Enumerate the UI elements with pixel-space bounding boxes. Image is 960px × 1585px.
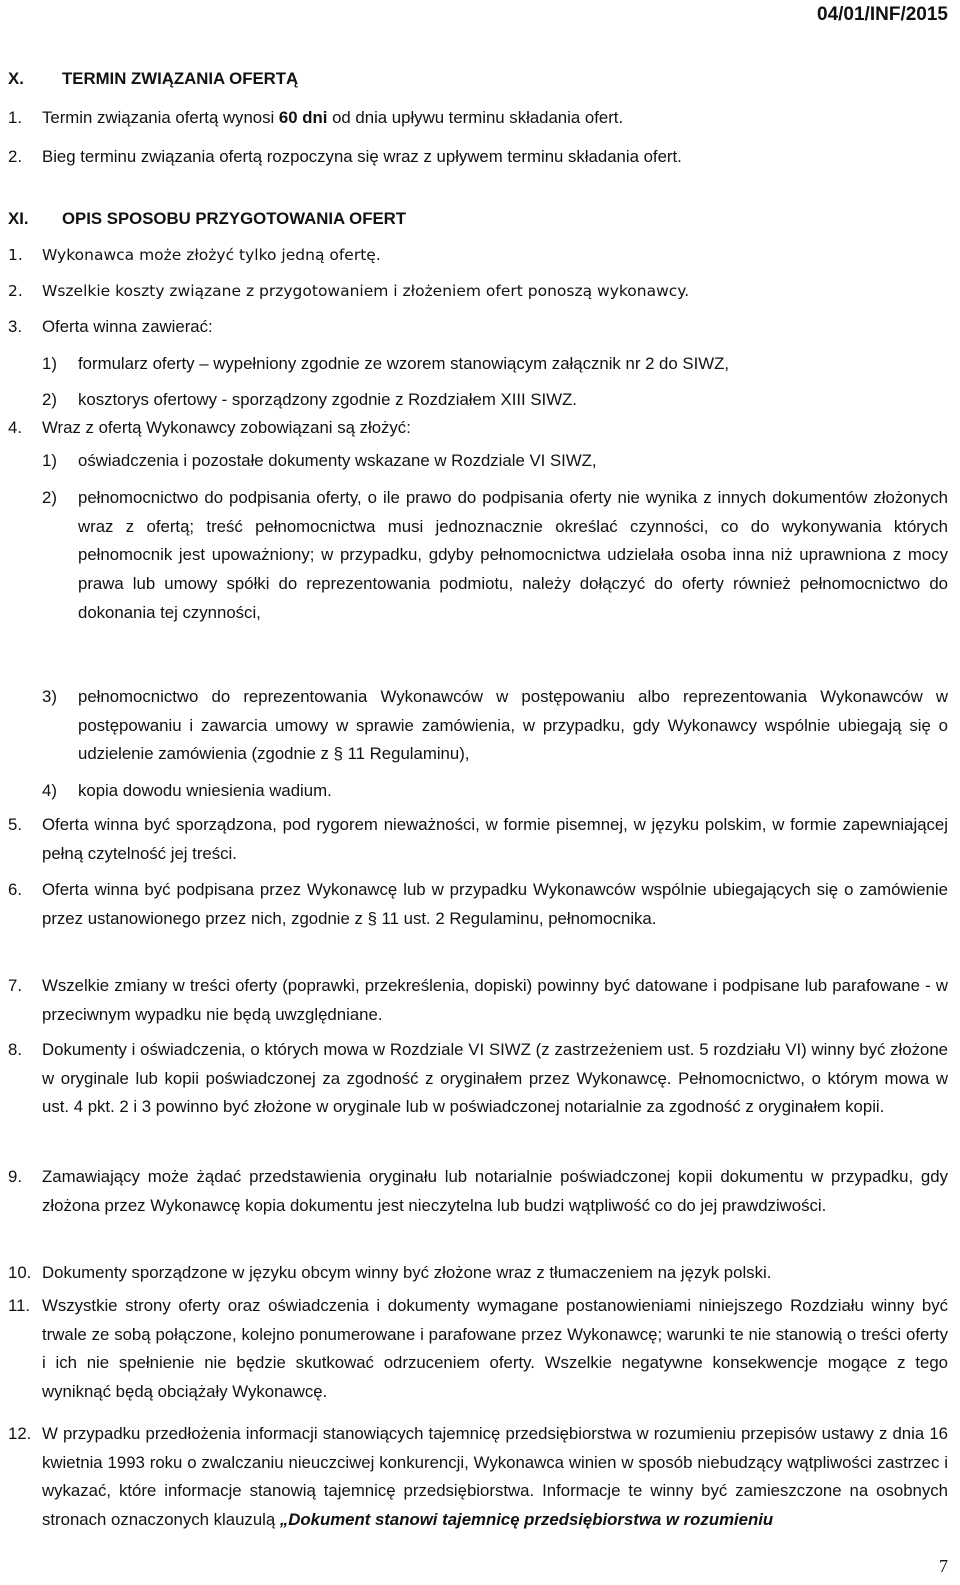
sec10-item1-number: 1. (8, 108, 22, 127)
sec11-item3-text: Oferta winna zawierać: (42, 317, 213, 336)
sec11-item8-number: 8. (8, 1040, 22, 1059)
sec11-item4-sub1-number: 1) (42, 451, 57, 470)
section-xi-title: OPIS SPOSOBU PRZYGOTOWANIA OFERT (62, 209, 407, 228)
section-x-number: X. (8, 69, 24, 88)
sec11-item4-sub4-text: kopia dowodu wniesienia wadium. (78, 781, 332, 800)
sec11-item12-number: 12. (8, 1424, 32, 1443)
sec10-item1-text: Termin związania ofertą wynosi 60 dni od dnia upływu terminu składania ofert. (42, 108, 624, 127)
sec11-item4-sub4-number: 4) (42, 781, 57, 800)
sec11-item5-number: 5. (8, 815, 22, 834)
sec11-item10-number: 10. (8, 1263, 32, 1282)
sec11-item7-text: Wszelkie zmiany w treści oferty (poprawki, przekreślenia, dopiski) powinny być datowane i podpisane lub parafowane - w przeciwnym wypadku nie będą uwzględniane. (42, 976, 948, 1024)
sec11-item2-text: Wszelkie koszty związane z przygotowaniem i złożeniem ofert ponoszą wykonawcy. (42, 282, 690, 300)
sec11-item1-text: Wykonawca może złożyć tylko jedną ofertę. (42, 246, 381, 264)
sec11-item1-number: 1. (8, 246, 23, 264)
section-x-title: TERMIN ZWIĄZANIA OFERTĄ (62, 69, 299, 88)
sec11-item11-text: Wszystkie strony oferty oraz oświadczenia i dokumenty wymagane postanowieniami niniejszego Rozdziału winny być trwale ze sobą połączone, kolejno ponumerowane i parafowane przez Wykonawcę; warunki te nie stanowią o treści oferty i ich nie spełnienie nie będzie skutkować odrzuceniem oferty. Wszelkie negatywne konsekwencje mogące z tego wyniknąć będą obciążały Wykonawcę. (42, 1296, 948, 1402)
document-code: 04/01/INF/2015 (817, 4, 948, 25)
sec11-item3-number: 3. (8, 317, 22, 336)
sec11-item4-sub3-text: pełnomocnictwo do reprezentowania Wykonawców w postępowaniu albo reprezentowania Wykonawców w postępowaniu i zawarcia umowy w sprawie zamówienia, w przypadku, gdy Wykonawcy wspólnie ubiegają się o udzielenie zamówienia (zgodnie z § 11 Regulaminu), (78, 687, 948, 764)
sec11-item12-text: W przypadku przedłożenia informacji stanowiących tajemnicę przedsiębiorstwa w rozumieniu przepisów ustawy z dnia 16 kwietnia 1993 roku o zwalczaniu nieuczciwej konkurencji, Wykonawca winien w sposób niebudzący wątpliwości zastrzec i wykazać, które informacje stanowią tajemnicę przedsiębiorstwa. Informacje te winny być zamieszczone na osobnych stronach oznaczonych klauzulą „Dokument stanowi tajemnicę przedsiębiorstwa w rozumieniu (42, 1424, 948, 1530)
sec11-item9-text: Zamawiający może żądać przedstawienia oryginału lub notarialnie poświadczonej kopii dokumentu w przypadku, gdy złożona przez Wykonawcę kopia dokumentu jest nieczytelna lub budzi wątpliwość co do jej prawdziwości. (42, 1167, 948, 1215)
sec11-item4-sub3-number: 3) (42, 687, 57, 706)
sec10-item2-number: 2. (8, 147, 22, 166)
sec11-item4-sub2-text: pełnomocnictwo do podpisania oferty, o ile prawo do podpisania oferty nie wynika z innych dokumentów złożonych wraz z ofertą; treść pełnomocnictwa musi jednoznacznie określać czynności, co do wykonywania których pełnomocnik jest upoważniony; w przypadku, gdyby pełnomocnictwa udzielała osoba inna niż uprawniona z mocy prawa lub umowy spółki do reprezentowania podmiotu, należy dołączyć do oferty również pełnomocnictwo do dokonania tej czynności, (78, 488, 948, 622)
sec11-item4-sub1-text: oświadczenia i pozostałe dokumenty wskazane w Rozdziale VI SIWZ, (78, 451, 597, 470)
sec11-item4-text: Wraz z ofertą Wykonawcy zobowiązani są złożyć: (42, 418, 411, 437)
sec11-item6-number: 6. (8, 880, 22, 899)
sec11-item4-sub2-number: 2) (42, 488, 57, 507)
sec11-item5-text: Oferta winna być sporządzona, pod rygorem nieważności, w formie pisemnej, w języku polskim, w formie zapewniającej pełną czytelność jej treści. (42, 815, 948, 863)
sec11-item2-number: 2. (8, 282, 23, 300)
sec11-item3-sub1-number: 1) (42, 354, 57, 373)
sec11-item10-text: Dokumenty sporządzone w języku obcym winny być złożone wraz z tłumaczeniem na język polski. (42, 1263, 772, 1282)
sec11-item7-number: 7. (8, 976, 22, 995)
sec11-item3-sub1-text: formularz oferty – wypełniony zgodnie ze wzorem stanowiącym załącznik nr 2 do SIWZ, (78, 354, 729, 373)
section-xi-number: XI. (8, 209, 29, 228)
page-number: 7 (939, 1556, 948, 1576)
sec11-item6-text: Oferta winna być podpisana przez Wykonawcę lub w przypadku Wykonawców wspólnie ubiegających się o zamówienie przez ustanowionego przez nich, zgodnie z § 11 ust. 2 Regulaminu, pełnomocnika. (42, 880, 948, 928)
sec11-item9-number: 9. (8, 1167, 22, 1186)
sec11-item3-sub2-number: 2) (42, 390, 57, 409)
sec11-item8-text: Dokumenty i oświadczenia, o których mowa w Rozdziale VI SIWZ (z zastrzeżeniem ust. 5 rozdziału VI) winny być złożone w oryginale lub kopii poświadczonej za zgodność z oryginałem przez Wykonawcę. Pełnomocnictwo, o którym mowa w ust. 4 pkt. 2 i 3 powinno być złożone w oryginale lub w poświadczonej notarialnie za zgodność z oryginałem kopii. (42, 1040, 948, 1117)
sec11-item4-number: 4. (8, 418, 22, 437)
sec11-item3-sub2-text: kosztorys ofertowy - sporządzony zgodnie z Rozdziałem XIII SIWZ. (78, 390, 577, 409)
sec11-item11-number: 11. (8, 1296, 31, 1315)
sec10-item2-text: Bieg terminu związania ofertą rozpoczyna się wraz z upływem terminu składania ofert. (42, 147, 682, 166)
